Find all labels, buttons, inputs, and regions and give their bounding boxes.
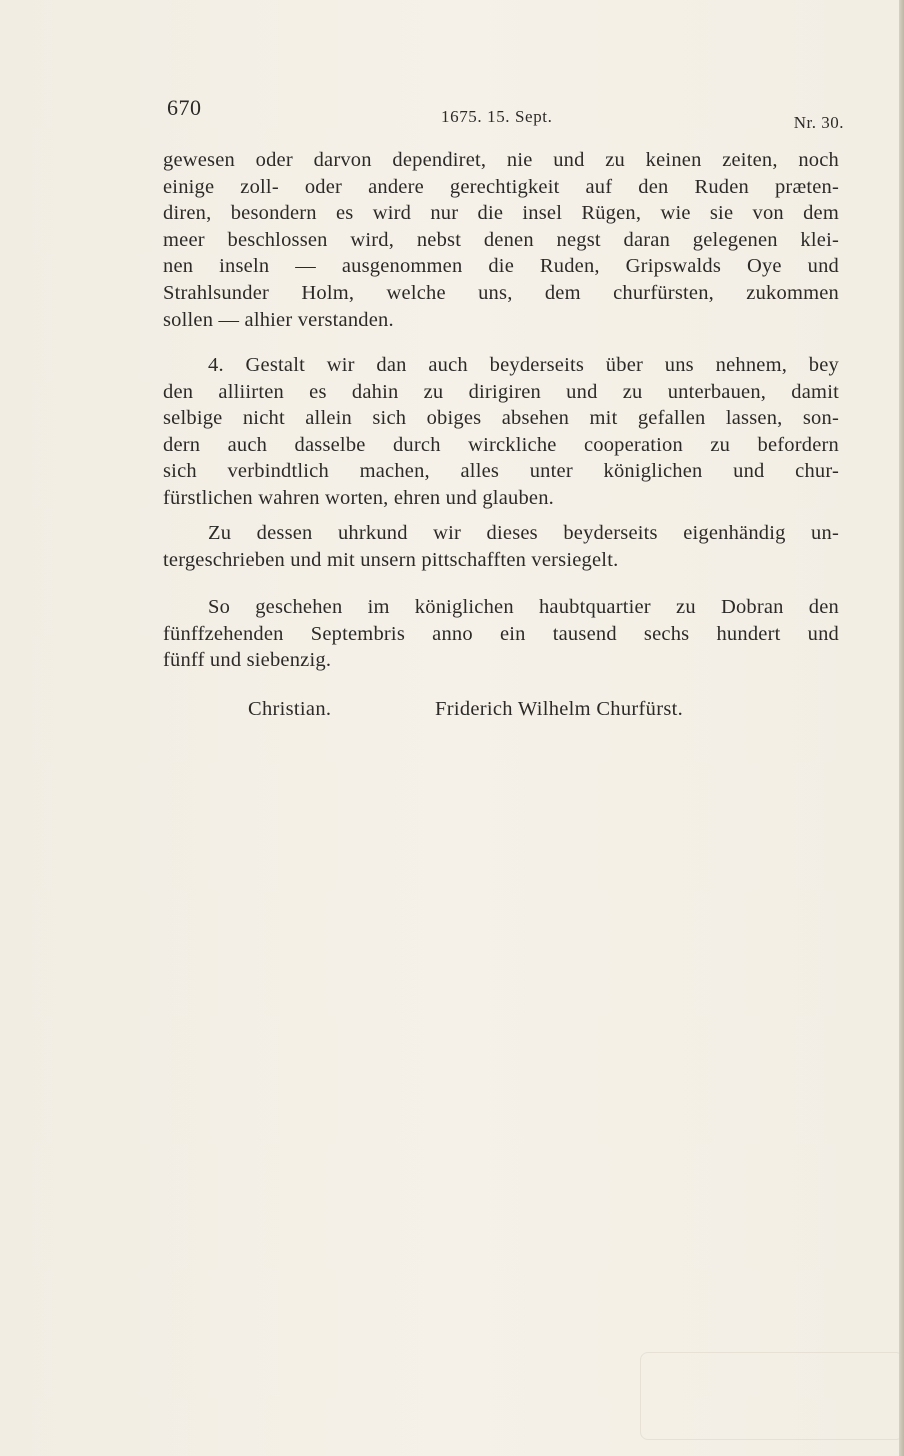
paragraph-4 [163,594,839,674]
header-date: 1675. 15. Sept. [441,107,553,126]
text-line: fünffzehenden Septembris anno ein tausend sechs hundert und [163,622,839,645]
paragraph-2 [163,352,839,512]
text-line: 4. Gestalt wir dan auch beyderseits über uns nehnem, bey [208,354,839,376]
text-line: tergeschrieben und mit unsern pittschafften versiegelt. [163,548,619,571]
page-edge [899,0,904,1456]
signature-line [0,698,904,728]
paragraph-1 [163,147,839,333]
signature-friderich-wilhelm: Friderich Wilhelm Churfürst. [435,698,684,720]
text-line: einige zoll- oder andere gerechtigkeit auf den Ruden præten- [163,175,839,198]
text-line: sollen — alhier verstanden. [163,308,394,331]
text-line: sich verbindtlich machen, alles unter königlichen und chur- [163,460,839,483]
text-line: selbige nicht allein sich obiges absehen mit gefallen lassen, son- [163,407,839,430]
text-line: nen inseln — ausgenommen die Ruden, Gripswalds Oye und [163,255,839,278]
page-number: 670 [167,95,202,120]
text-line: den alliirten es dahin zu dirigiren und zu unterbauen, damit [163,380,839,403]
paragraph-3 [163,520,839,573]
text-line: gewesen oder darvon dependiret, nie und zu keinen zeiten, noch [163,149,839,171]
text-line: Strahlsunder Holm, welche uns, dem churfürsten, zukommen [163,281,839,304]
signature-christian: Christian. [248,698,332,720]
document-number: Nr. 30. [793,113,844,132]
text-line: meer beschlossen wird, nebst denen negst daran gelegenen klei- [163,228,839,251]
text-line: fürstlichen wahren worten, ehren und glauben. [163,486,554,509]
text-line: Zu dessen uhrkund wir dieses beyderseits eigenhändig un- [208,522,839,544]
faint-frame [640,1352,904,1440]
text-line: dern auch dasselbe durch wirckliche cooperation zu befordern [163,433,839,456]
page-header [167,95,844,135]
text-line: fünff und siebenzig. [163,649,332,672]
text-line: So geschehen im königlichen haubtquartier zu Dobran den [208,596,839,618]
text-line: diren, besondern es wird nur die insel Rügen, wie sie von dem [163,202,839,225]
